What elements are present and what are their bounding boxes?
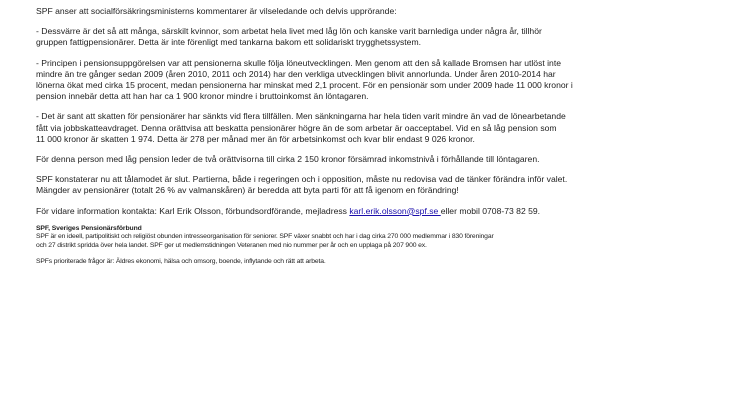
- footer-description: [36, 233, 738, 250]
- text-line: gruppen fattigpensionärer. Detta är inte förenligt med tankarna bakom ett solidariskt trygghetssystem.: [36, 37, 422, 48]
- footer-line: och 27 distrikt spridda över hela landet. SPF ger ut medlemstidningen Veteranen med nio nummer per år och en upplaga på 207 900 ex.: [36, 241, 427, 249]
- paragraph-tax: [36, 111, 738, 145]
- text-line: fått via jobbskatteavdraget. Denna orättvisa att beskatta pensionärer högre än de som arbetar är oacceptabel. Vid en så låg pension som: [36, 122, 557, 133]
- text-line: - Principen i pensionsuppgörelsen var att pensionerna skulle följa löneutvecklingen. Men genom att den så kallade Bromsen har utlöst inte: [36, 57, 562, 68]
- footer-title: SPF, Sveriges Pensionärsförbund: [36, 224, 142, 232]
- paragraph-summary: För denna person med låg pension leder de två orättvisorna till cirka 2 150 kronor försämrad inkomstnivå i förhållande till löntagaren.: [36, 154, 540, 165]
- contact-suffix: eller mobil 0708-73 82 59.: [440, 205, 541, 216]
- text-line: - Det är sant att skatten för pensionärer har sänkts vid flera tillfällen. Men sänkningarna har hela tiden varit mindre än vad de lönearbetande: [36, 111, 566, 122]
- intro-paragraph: SPF anser att socialförsäkringsministerns kommentarer är vilseledande och delvis upprörande:: [36, 6, 397, 16]
- paragraph-patience: [36, 174, 738, 196]
- contact-line: [36, 206, 738, 217]
- contact-prefix: För vidare information kontakta: Karl Erik Olsson, förbundsordförande, mejladress: [36, 205, 350, 216]
- paragraph-low-wage: [36, 26, 738, 48]
- footer-priorities: SPFs prioriterade frågor är: Äldres ekonomi, hälsa och omsorg, boende, inflytande och rätt att arbeta.: [36, 258, 326, 266]
- text-line: 11 000 kronor är skatten 1 974. Detta är 278 per månad mer än för arbetsinkomst och kvar blir endast 9 026 kronor.: [36, 133, 475, 144]
- text-line: lönerna ökat med cirka 15 procent, medan pensionerna har minskat med 2,1 procent. För en pensionär som under 2009 hade 11 000 kronor i: [36, 80, 573, 91]
- text-line: pension innebär detta att han har ca 1 900 kronor mindre i bruttoinkomst än löntagaren.: [36, 91, 369, 102]
- footer-line: SPF är en ideell, partipolitiskt och religiöst obunden intresseorganisation för seniorer. SPF växer snabbt och har i dag cirka 270 000 medlemmar i 830 föreningar: [36, 233, 494, 241]
- text-line: - Dessvärre är det så att många, särskilt kvinnor, som arbetat hela livet med låg lön och kanske varit barnlediga under några år, tillhör: [36, 26, 542, 37]
- contact-email-link[interactable]: karl.erik.olsson@spf.se: [349, 205, 441, 216]
- text-line: Mängder av pensionärer (totalt 26 % av valmanskåren) är beredda att byta parti för att få igenom en förändring!: [36, 185, 459, 196]
- text-line: SPF konstaterar nu att tålamodet är slut. Partierna, både i regeringen och i opposition, måste nu redovisa vad de tänker förändra inför valet.: [36, 174, 568, 185]
- paragraph-pension-brake: [36, 58, 738, 103]
- text-line: mindre än tre gånger sedan 2009 (åren 2010, 2011 och 2014) har den verkliga utvecklingen blivit annorlunda. Under åren 2010-2014 har: [36, 68, 556, 79]
